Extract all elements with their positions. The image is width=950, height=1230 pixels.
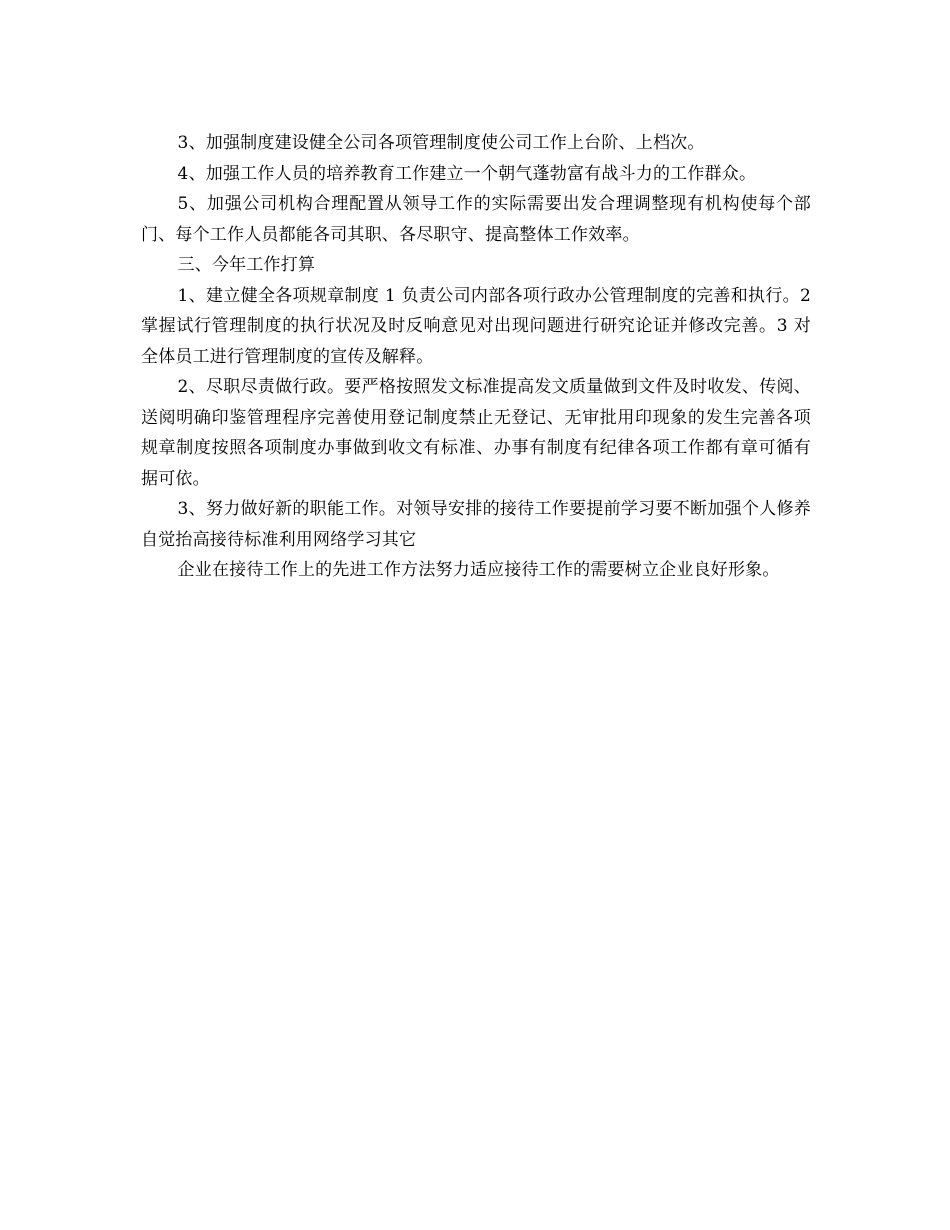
plan-item-2: 2、尽职尽责做行政。要严格按照发文标准提高发文质量做到文件及时收发、传阅、送阅明确印鉴管理程序完善使用登记制度禁止无登记、无审批用印现象的发生完善各项规章制度按照各项制度办事做到收文有标准、办事有制度有纪律各项工作都有章可循有据可依。 xyxy=(141,377,811,489)
plan-item-1: 1、建立健全各项规章制度 1 负责公司内部各项行政办公管理制度的完善和执行。2 掌握试行管理制度的执行状况及时反响意见对出现问题进行研究论证并修改完善。3 对全体员工进行管理制度的宣传及解释。 xyxy=(141,285,811,367)
paragraph-item-4: 4、加强工作人员的培养教育工作建立一个朝气蓬勃富有战斗力的工作群众。 xyxy=(177,163,757,184)
paragraph-item-3: 3、加强制度建设健全公司各项管理制度使公司工作上台阶、上档次。 xyxy=(177,133,705,153)
section-heading: 三、今年工作打算 xyxy=(177,255,316,275)
plan-item-3: 3、努力做好新的职能工作。对领导安排的接待工作要提前学习要不断加强个人修养自觉抬高接待标准利用网络学习其它 xyxy=(141,499,811,550)
document-body xyxy=(141,128,811,586)
closing-paragraph: 企业在接待工作上的先进工作方法努力适应接待工作的需要树立企业良好形象。 xyxy=(177,560,780,580)
paragraph-item-5: 5、加强公司机构合理配置从领导工作的实际需要出发合理调整现有机构使每个部门、每个工作人员都能各司其职、各尽职守、提高整体工作效率。 xyxy=(141,194,811,245)
